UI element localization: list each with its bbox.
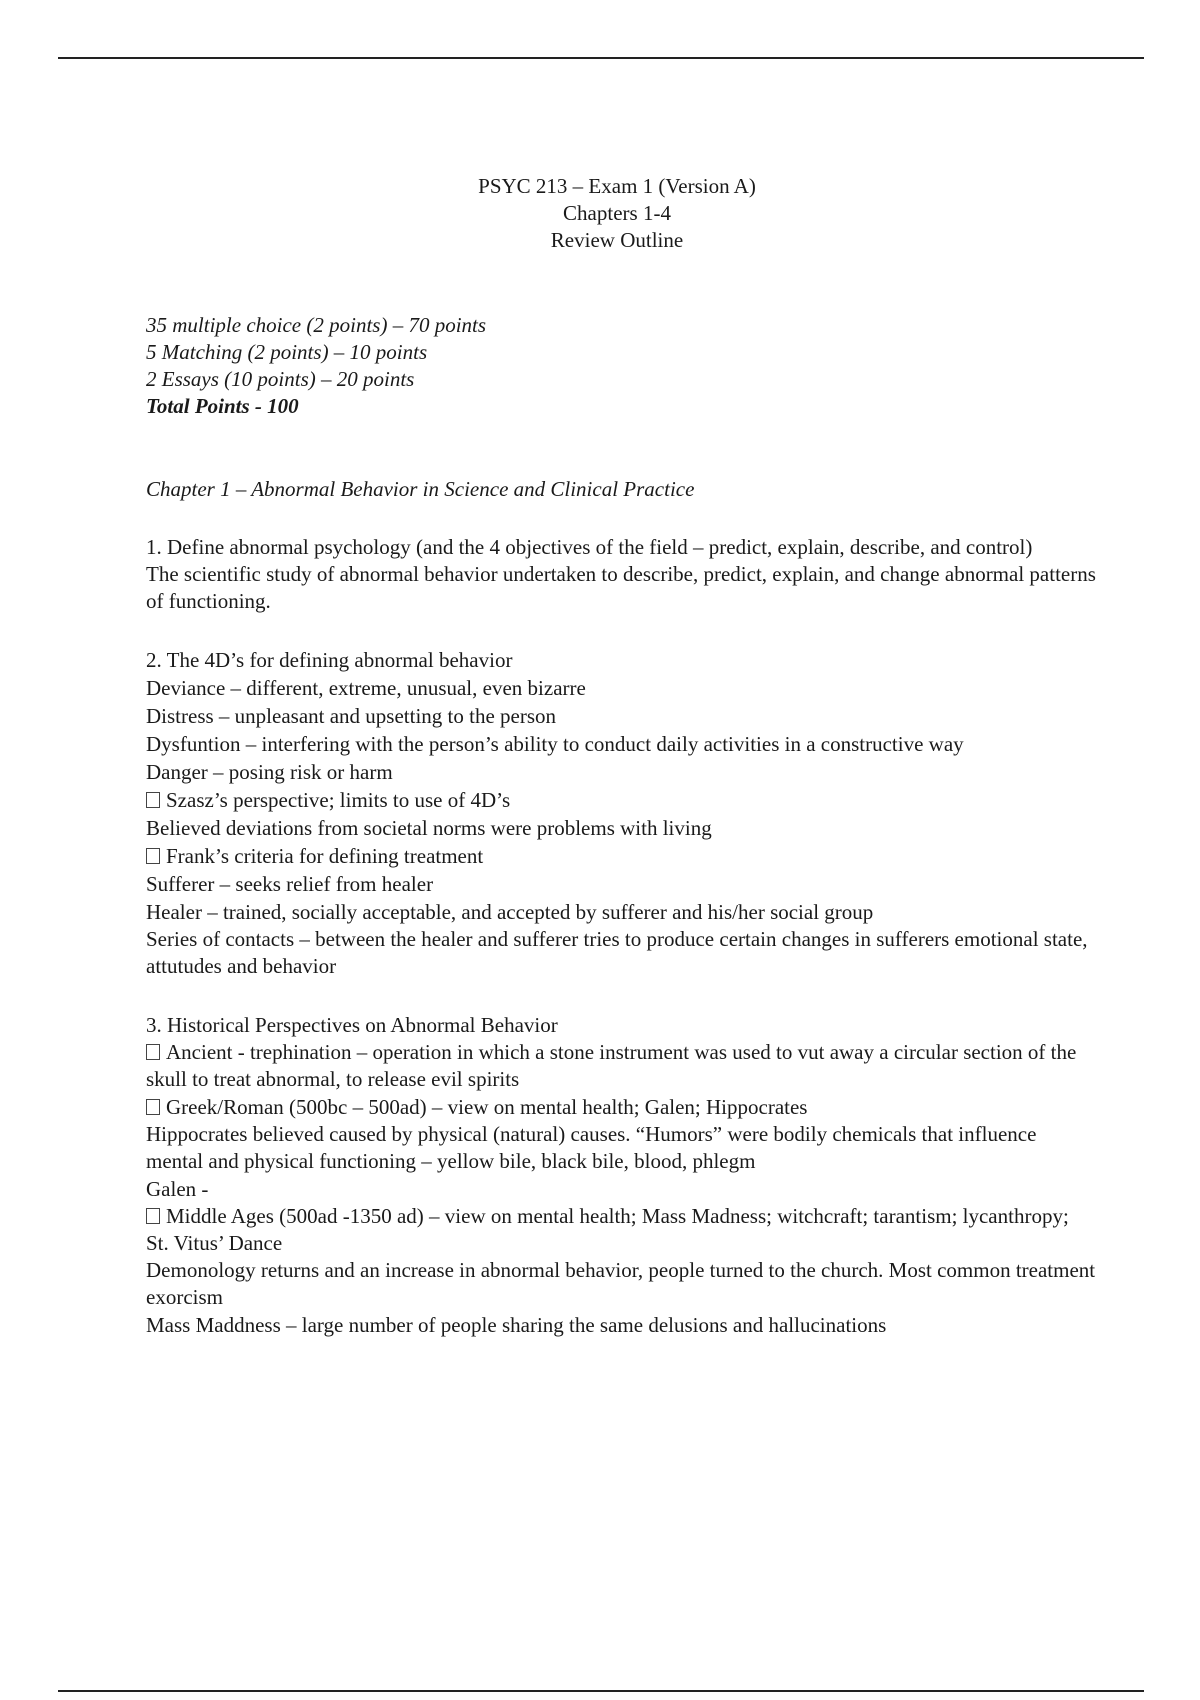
section-q1 xyxy=(146,534,1096,615)
q3-question: 3. Historical Perspectives on Abnormal Behavior xyxy=(146,1013,558,1037)
section-q3 xyxy=(146,1011,1096,1339)
points-matching: 5 Matching (2 points) – 10 points xyxy=(146,340,428,364)
q2-szasz: Szasz’s perspective; limits to use of 4D’s xyxy=(166,788,511,812)
q3-greek-item xyxy=(146,1093,1096,1121)
q3-galen: Galen - xyxy=(146,1177,209,1201)
q2-frank-item xyxy=(146,842,1096,870)
points-multiple-choice: 35 multiple choice (2 points) – 70 points xyxy=(146,313,487,337)
section-q2 xyxy=(146,646,1096,980)
q2-deviance: Deviance – different, extreme, unusual, even bizarre xyxy=(146,676,586,700)
bullet-box-icon xyxy=(146,848,160,864)
q2-danger: Danger – posing risk or harm xyxy=(146,760,393,784)
chapter-1-title: Chapter 1 – Abnormal Behavior in Science and Clinical Practice xyxy=(146,477,695,501)
q3-greek: Greek/Roman (500bc – 500ad) – view on mental health; Galen; Hippocrates xyxy=(166,1095,808,1119)
q2-sufferer: Sufferer – seeks relief from healer xyxy=(146,872,434,896)
q2-frank: Frank’s criteria for defining treatment xyxy=(166,844,484,868)
bullet-box-icon xyxy=(146,1208,160,1224)
q2-series: Series of contacts – between the healer and sufferer tries to produce certain changes in sufferers emotional state, attutudes and behavior xyxy=(146,927,1088,978)
q2-szasz-answer: Believed deviations from societal norms were problems with living xyxy=(146,816,712,840)
document-header xyxy=(0,173,1200,254)
q3-ancient: Ancient - trephination – operation in which a stone instrument was used to vut away a circular section of the skull to treat abnormal, to release evil spirits xyxy=(146,1040,1077,1091)
bullet-box-icon xyxy=(146,1044,160,1060)
q2-szasz-item xyxy=(146,786,1096,814)
q3-mass: Mass Maddness – large number of people sharing the same delusions and hallucinations xyxy=(146,1313,887,1337)
q3-hippocrates: Hippocrates believed caused by physical (natural) causes. “Humors” were bodily chemicals that influence mental and physical functioning – yellow bile, black bile, blood, phlegm xyxy=(146,1122,1037,1173)
header-title: PSYC 213 – Exam 1 (Version A) xyxy=(478,174,756,198)
q2-healer: Healer – trained, socially acceptable, and accepted by sufferer and his/her social group xyxy=(146,900,874,924)
bullet-box-icon xyxy=(146,792,160,808)
points-total: Total Points - 100 xyxy=(146,394,299,418)
points-breakdown xyxy=(146,312,1096,420)
top-rule xyxy=(58,57,1144,59)
header-chapters: Chapters 1-4 xyxy=(563,201,671,225)
q1-answer: The scientific study of abnormal behavior undertaken to describe, predict, explain, and change abnormal patterns of functioning. xyxy=(146,562,1096,613)
q3-middle: Middle Ages (500ad -1350 ad) – view on mental health; Mass Madness; witchcraft; tarantism; lycanthropy; St. Vitus’ Dance xyxy=(146,1204,1069,1255)
q2-dysfunction: Dysfuntion – interfering with the person’s ability to conduct daily activities in a constructive way xyxy=(146,732,964,756)
bottom-rule xyxy=(58,1690,1144,1692)
q2-question: 2. The 4D’s for defining abnormal behavior xyxy=(146,648,513,672)
q2-distress: Distress – unpleasant and upsetting to the person xyxy=(146,704,557,728)
q3-ancient-item xyxy=(146,1039,1096,1093)
header-subtitle: Review Outline xyxy=(550,228,684,252)
q1-question: 1. Define abnormal psychology (and the 4 objectives of the field – predict, explain, describe, and control) xyxy=(146,535,1033,559)
q3-demonology: Demonology returns and an increase in abnormal behavior, people turned to the church. Most common treatment exorcism xyxy=(146,1258,1096,1309)
q3-middle-item xyxy=(146,1203,1096,1257)
points-essays: 2 Essays (10 points) – 20 points xyxy=(146,367,415,391)
bullet-box-icon xyxy=(146,1099,160,1115)
document-body xyxy=(146,312,1096,1339)
